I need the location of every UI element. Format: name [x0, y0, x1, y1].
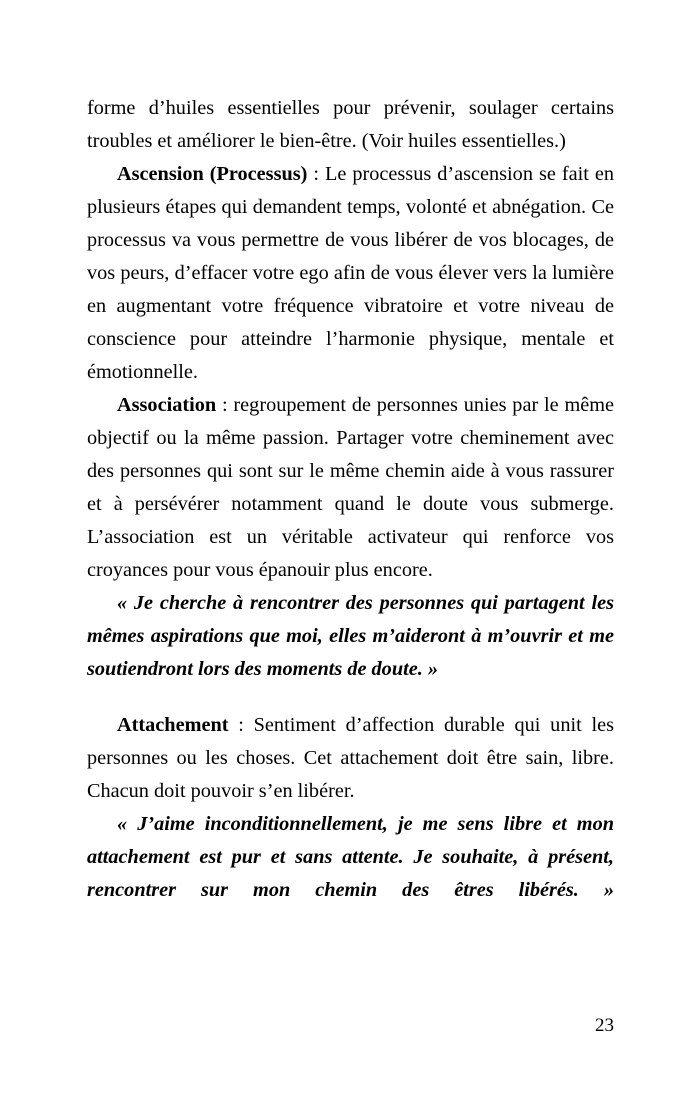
term-separator-association: : — [216, 394, 234, 416]
glossary-term-attachement: Attachement — [117, 714, 229, 736]
paragraph-association — [87, 389, 614, 587]
definition-attachement: Sentiment d’affection durable qui unit les personnes ou les choses. Cet attachement doit être sain, libre. Chacun doit pouvoir s’en libérer. — [87, 714, 614, 802]
glossary-term-ascension: Ascension (Processus) — [117, 163, 308, 185]
paragraph-huiles-essentielles: forme d’huiles essentielles pour prévenir, soulager certains troubles et améliorer le bien-être. (Voir huiles essentielles.) — [87, 97, 614, 152]
term-separator-attachement: : — [228, 714, 254, 736]
term-separator-ascension: : — [307, 163, 325, 185]
definition-association: regroupement de personnes unies par le même objectif ou la même passion. Partager votre cheminement avec des personnes qui sont sur le même chemin aide à vous rassurer et à persévérer notamment quand le doute vous submerge. L’association est un véritable activateur qui renforce vos croyances pour vous épanouir plus encore. — [87, 394, 614, 581]
paragraph-ascension — [87, 158, 614, 389]
page-text-block — [87, 92, 614, 907]
affirmation-quote-association: « Je cherche à rencontrer des personnes qui partagent les mêmes aspirations que moi, elles m’aideront à m’ouvrir et me soutiendront lors des moments de doute. » — [87, 592, 614, 680]
affirmation-quote-attachement: « J’aime inconditionnellement, je me sens libre et mon attachement est pur et sans attente. Je souhaite, à présent, rencontrer sur mon chemin des êtres libérés. » — [87, 813, 614, 901]
definition-ascension: Le processus d’ascension se fait en plusieurs étapes qui demandent temps, volonté et abnégation. Ce processus va vous permettre de vous libérer de vos blocages, de vos peurs, d’effacer votre ego afin de vous élever vers la lumière en augmentant votre fréquence vibratoire et votre niveau de conscience pour atteindre l’harmonie physique, mentale et émotionnelle. — [87, 163, 614, 383]
paragraph-attachement — [87, 709, 614, 808]
glossary-term-association: Association — [117, 394, 217, 416]
page-number: 23 — [595, 1015, 614, 1036]
